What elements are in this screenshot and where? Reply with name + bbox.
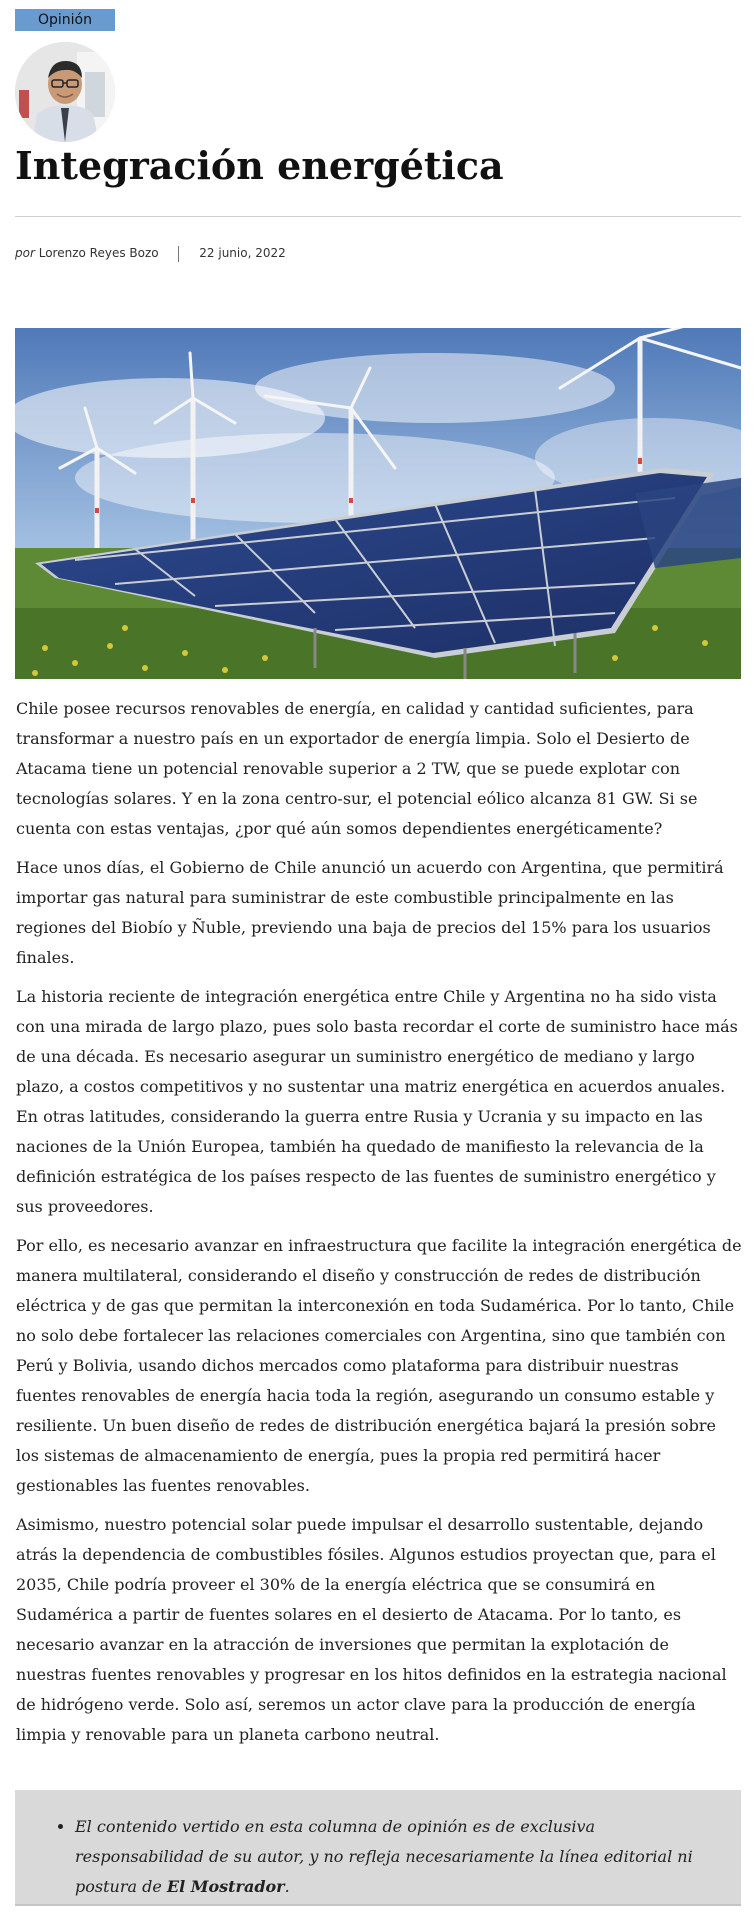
category-badge[interactable]: Opinión [15, 9, 115, 31]
article-paragraph: La historia reciente de integración energética entre Chile y Argentina no ha sido vista con una mirada de largo plazo, pues solo basta recordar el corte de suministro hace más de una década. Es necesario asegurar un suministro energético de mediano y largo plazo, a costos competitivos y no sustentar una matriz energética en acuerdos anuales. En otras latitudes, considerando la guerra entre Rusia y Ucrania y su impacto en las naciones de la Unión Europea, también ha quedado de manifiesto la relevancia de la definición estratégica de los países respecto de las fuentes de suministro energético y sus proveedores. [16, 987, 738, 1216]
hero-image [15, 328, 741, 679]
article-body [16, 694, 742, 1759]
author-link[interactable]: Lorenzo Reyes Bozo [38, 246, 159, 260]
disclaimer-end: . [284, 1877, 290, 1896]
publish-date: 22 junio, 2022 [199, 246, 286, 260]
article-paragraph: Chile posee recursos renovables de energía, en calidad y cantidad suficientes, para transformar a nuestro país en un exportador de energía limpia. Solo el Desierto de Atacama tiene un potencial renovable superior a 2 TW, que se puede explotar con tecnologías solares. Y en la zona centro-sur, el potencial eólico alcanza 81 GW. Si se cuenta con estas ventajas, ¿por qué aún somos dependientes energéticamente? [16, 699, 698, 838]
disclaimer-brand: El Mostrador [166, 1877, 285, 1896]
article-paragraph: Asimismo, nuestro potencial solar puede impulsar el desarrollo sustentable, dejando atrás la dependencia de combustibles fósiles. Algunos estudios proyectan que, para el 2035, Chile podría proveer el 30% de la energía eléctrica que se consumirá en Sudamérica a partir de fuentes solares en el desierto de Atacama. Por lo tanto, es necesario avanzar en la atracción de inversiones que permitan la explotación de nuestras fuentes renovables y progresar en los hitos definidos en la estrategia nacional de hidrógeno verde. Solo así, seremos un actor clave para la producción de energía limpia y renovable para un planeta carbono neutral. [16, 1515, 727, 1744]
article-paragraph: Hace unos días, el Gobierno de Chile anunció un acuerdo con Argentina, que permitirá importar gas natural para suministrar de este combustible principalmente en las regiones del Biobío y Ñuble, previendo una baja de precios del 15% para los usuarios finales. [16, 858, 724, 967]
disclaimer-list [15, 1790, 741, 1902]
disclaimer-text: El contenido vertido en esta columna de opinión es de exclusiva responsabilidad de su autor, y no refleja necesariamente la línea editorial ni postura de [75, 1817, 693, 1896]
page-title: Integración energética [15, 143, 504, 188]
solar-wind-farm-image [15, 328, 741, 679]
header-divider [15, 216, 741, 217]
byline [15, 244, 286, 262]
byline-prefix: por [15, 246, 35, 260]
article-paragraph: Por ello, es necesario avanzar en infraestructura que facilite la integración energética de manera multilateral, considerando el diseño y construcción de redes de distribución eléctrica y de gas que permitan la interconexión en toda Sudamérica. Por lo tanto, Chile no solo debe fortalecer las relaciones comerciales con Argentina, sino que también con Perú y Bolivia, usando dichos mercados como plataforma para distribuir nuestras fuentes renovables de energía hacia toda la región, asegurando un consumo estable y resiliente. Un buen diseño de redes de distribución energética bajará la presión sobre los sistemas de almacenamiento de energía, pues la propia red permitirá hacer gestionables las fuentes renovables. [16, 1236, 742, 1495]
author-avatar[interactable] [15, 42, 115, 142]
byline-separator [178, 246, 179, 262]
disclaimer-item [75, 1812, 711, 1902]
disclaimer-box [15, 1790, 741, 1906]
author-portrait-image [15, 42, 115, 142]
